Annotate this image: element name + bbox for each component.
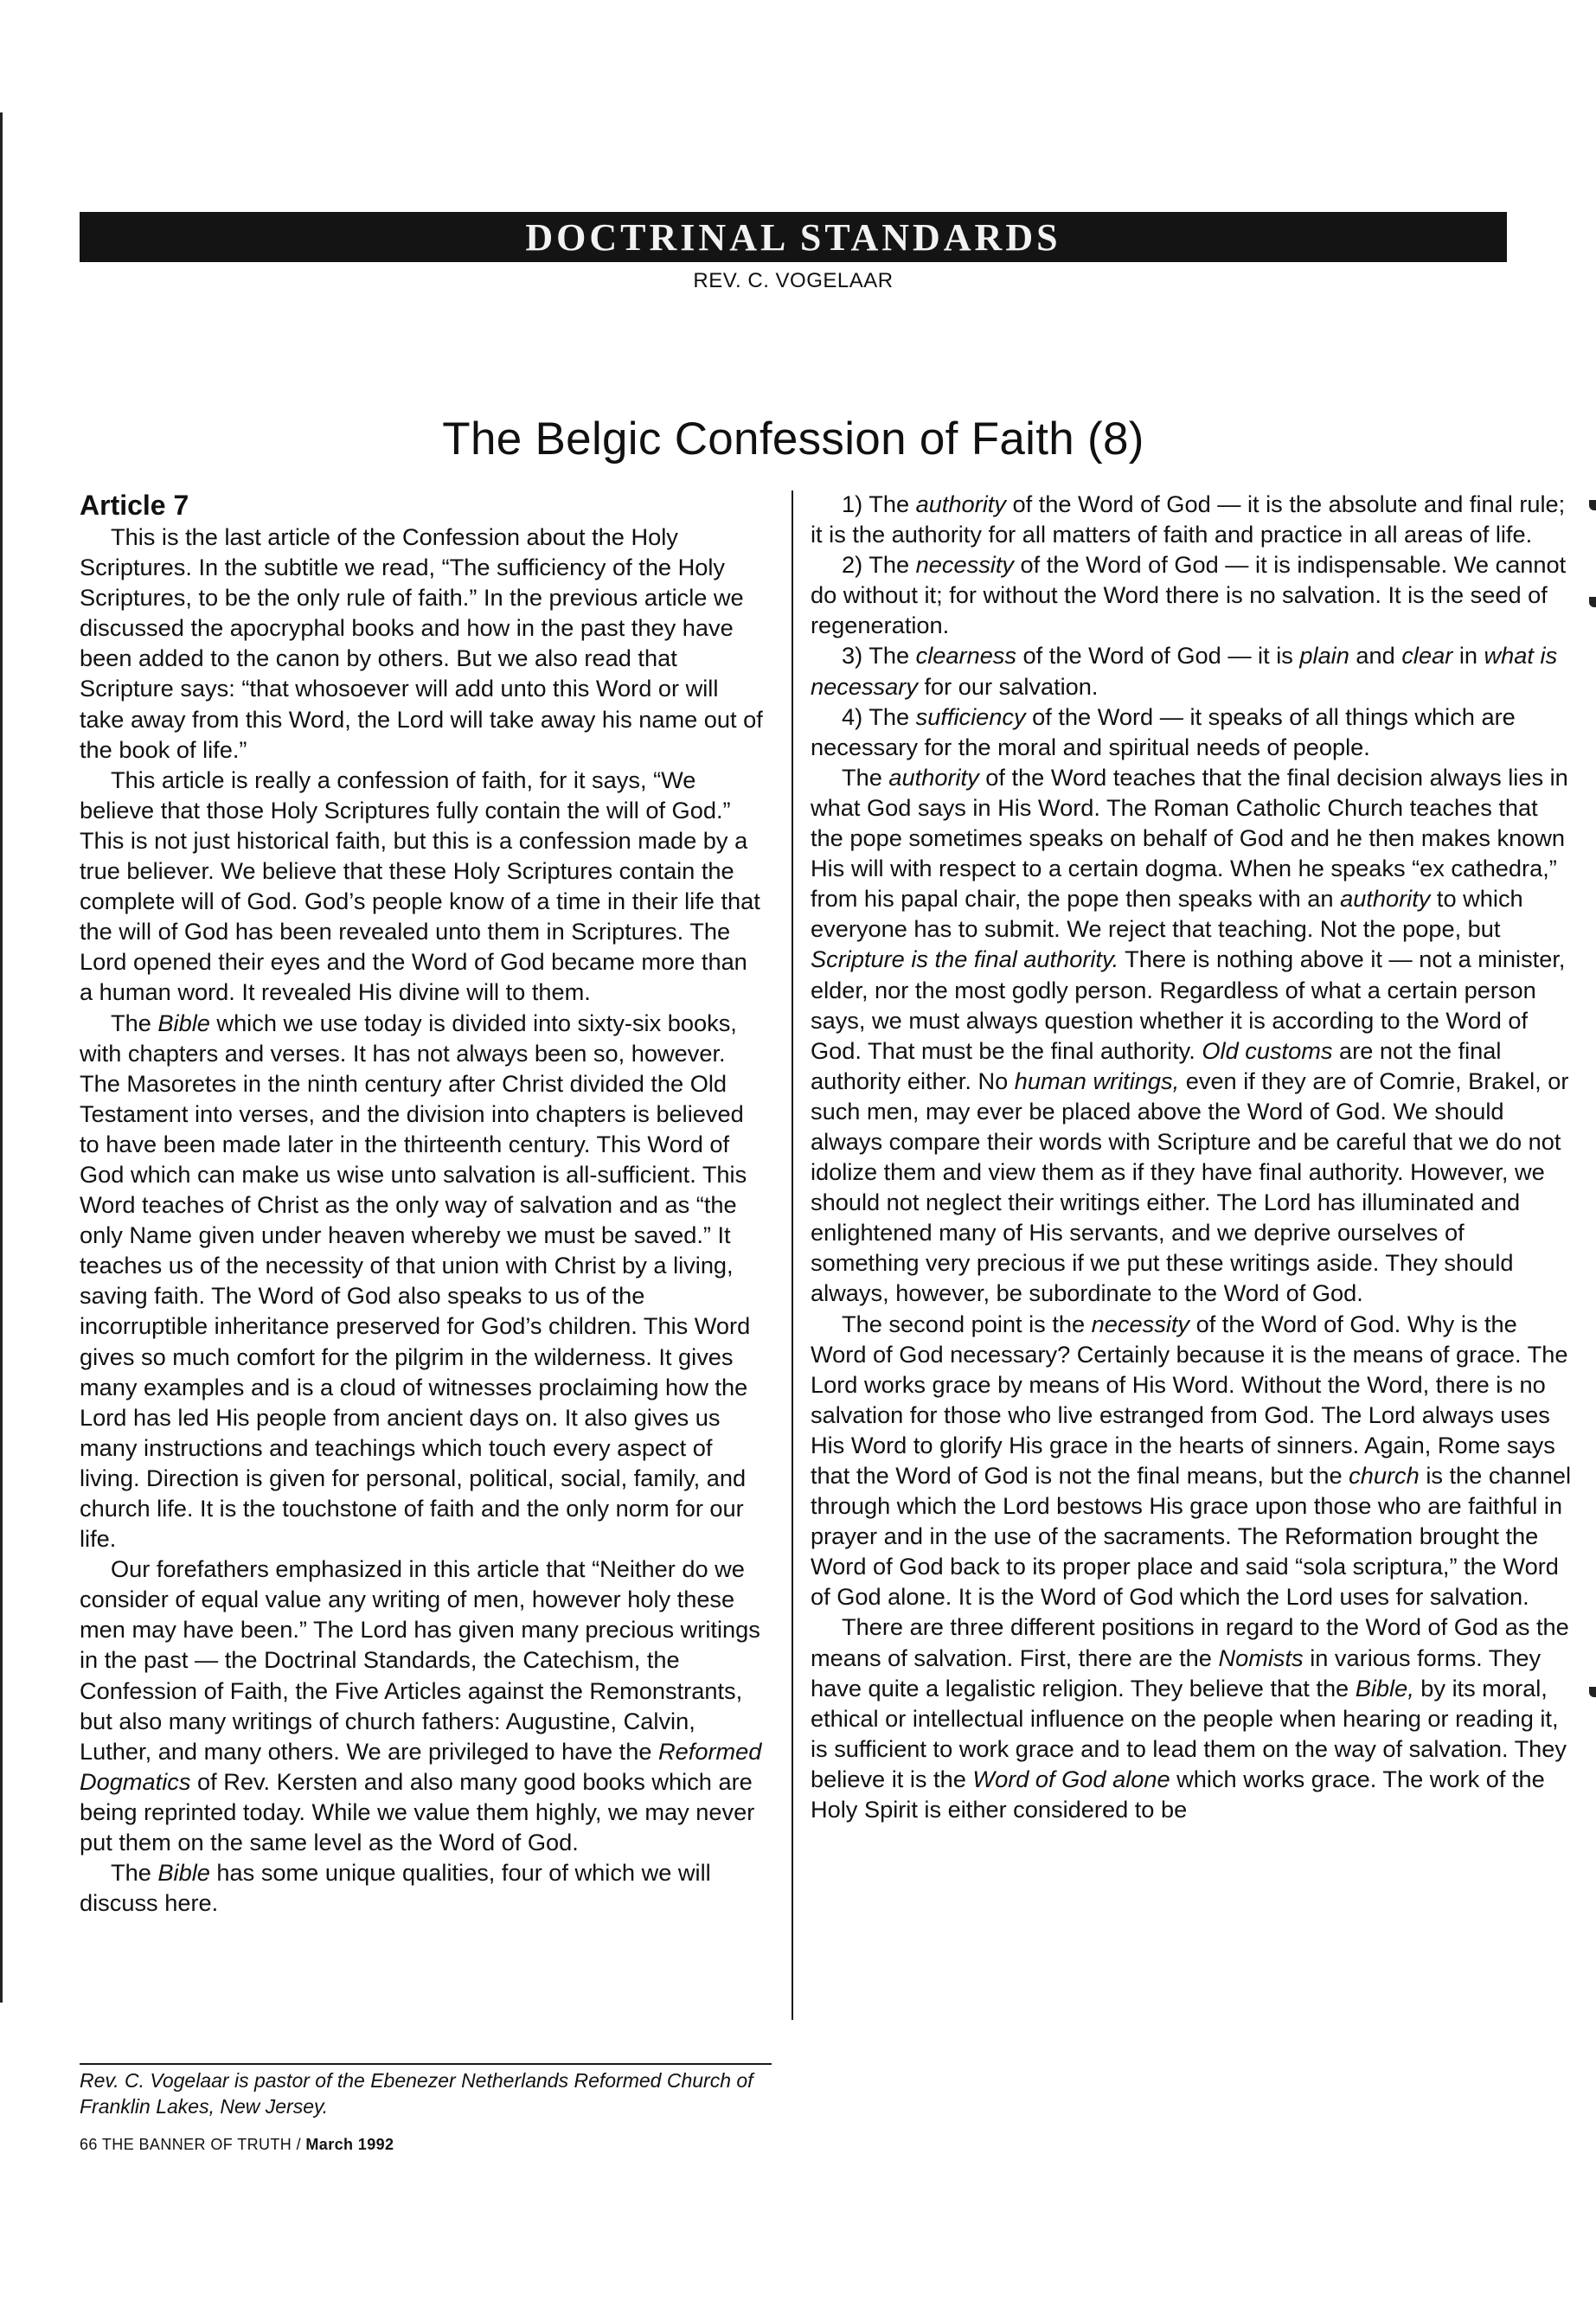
paragraph: This is the last article of the Confession about the Holy Scriptures. In the subtitle we read, “The sufficiency of the Holy Scriptures, to be the only rule of faith.” In the previous article we discussed the apocryphal books and how in the past they have been added to the canon by others. But we also read that Scripture says: “that whosoever will add unto this Word or will take away from this Word, the Lord will take away his name out of the book of life.”: [80, 523, 763, 763]
article-title: The Belgic Confession of Faith (8): [442, 413, 1144, 465]
section-title: DOCTRINAL STANDARDS: [525, 215, 1061, 259]
paragraph: Our forefathers emphasized in this article that “Neither do we consider of equal value any writing of men, however holy these men may have been.” The Lord has given many precious writings in the past — the Doctrinal Standards, the Catechism, the Confession of Faith, the Five Articles against the Remonstrants, but also many writings of church fathers: Augustine, Calvin, Luther, and many others. We are privileged to have the Reformed Dogmatics of Rev. Kersten and also many good books which are being reprinted today. While we value them highly, we may never put them on the same level as the Word of God.: [80, 1555, 762, 1856]
issue-date: March 1992: [305, 2136, 394, 2153]
scan-left-edge: [0, 112, 3, 2003]
page-number: 66: [80, 2136, 98, 2153]
column-divider: [792, 490, 793, 2020]
right-column: [811, 489, 1572, 1824]
article-heading: Article 7: [80, 490, 189, 521]
quality-point: 3) The clearness of the Word of God — it is plain and clear in what is necessary for our salvation.: [811, 642, 1558, 700]
quality-point: 1) The authority of the Word of God — it is the absolute and final rule; it is the authority for all matters of faith and practice in all areas of life.: [811, 490, 1566, 548]
author-byline: REV. C. VOGELAAR: [693, 269, 894, 292]
paragraph: The Bible which we use today is divided into sixty-six books, with chapters and verses. It has not always been so, however. The Masoretes in the ninth century after Christ divided the Old Testament into verses, and the division into chapters is believed to have been made later in the thirteenth century. This Word of God which can make us wise unto salvation is all-sufficient. This Word teaches of Christ as the only way of salvation and as “the only Name given under heaven whereby we must be saved.” It teaches us of the necessity of that union with Christ by a living, saving faith. The Word of God also speaks to us of the incorruptible inheritance preserved for God’s children. This Word gives so much comfort for the pilgrim in the wilderness. It gives many examples and is a cloud of witnesses proclaiming how the Lord has led His people from ancient days on. It also gives us many instructions and teachings which touch every aspect of living. Direction is given for personal, political, social, family, and church life. It is the touchstone of faith and the only norm for our life.: [80, 1009, 751, 1553]
page-folio: [80, 2136, 394, 2154]
publication-name: THE BANNER OF TRUTH /: [101, 2136, 301, 2153]
author-footnote: Rev. C. Vogelaar is pastor of the Ebenezer Netherlands Reformed Church of Franklin Lakes, New Jersey.: [80, 2069, 753, 2118]
footnote-rule: [80, 2063, 772, 2065]
paragraph: There are three different positions in regard to the Word of God as the means of salvation. First, there are the Nomists in various forms. They have quite a legalistic religion. They believe that the Bible, by its moral, ethical or intellectual influence on the people when hearing or reading it, is sufficient to work grace and to lead them on the way of salvation. They believe it is the Word of God alone which works grace. The work of the Holy Spirit is either considered to be: [811, 1613, 1569, 1823]
left-column: [80, 489, 763, 1918]
quality-point: 4) The sufficiency of the Word — it speaks of all things which are necessary for the moral and spiritual needs of people.: [811, 702, 1516, 760]
scan-right-edge-marks: [1579, 0, 1596, 2301]
section-banner: [80, 212, 1507, 262]
quality-point: 2) The necessity of the Word of God — it is indispensable. We cannot do without it; for without the Word there is no salvation. It is the seed of regeneration.: [811, 551, 1567, 639]
paragraph: The second point is the necessity of the Word of God. Why is the Word of God necessary? Certainly because it is the means of grace. The Lord works grace by means of His Word. Without the Word, there is no salvation for those who live estranged from God. The Lord always uses His Word to glorify His grace in the hearts of sinners. Again, Rome says that the Word of God is not the final means, but the church is the channel through which the Lord bestows His grace upon those who are faithful in prayer and in the use of the sacraments. The Reformation brought the Word of God back to its proper place and said “sola scriptura,” the Word of God alone. It is the Word of God which the Lord uses for salvation.: [811, 1310, 1572, 1611]
paragraph: The Bible has some unique qualities, four of which we will discuss here.: [80, 1859, 711, 1917]
magazine-page: [80, 212, 1572, 2153]
paragraph: The authority of the Word teaches that the final decision always lies in what God says in His Word. The Roman Catholic Church teaches that the pope sometimes speaks on behalf of God and he then makes known His will with respect to a certain dogma. When he speaks “ex cathedra,” from his papal chair, the pope then speaks with an authority to which everyone has to submit. We reject that teaching. Not the pope, but Scripture is the final authority. There is nothing above it — not a minister, elder, nor the most godly person. Regardless of what a certain person says, we must always question whether it is according to the Word of God. That must be the final authority. Old customs are not the final authority either. No human writings, even if they are of Comrie, Brakel, or such men, may ever be placed above the Word of God. We should always compare their words with Scripture and be careful that we do not idolize them and view them as if they have final authority. However, we should not neglect their writings either. The Lord has illuminated and enlightened many of His servants, and we deprive ourselves of something very precious if we put these writings aside. They should always, however, be subordinate to the Word of God.: [811, 763, 1569, 1307]
paragraph: This article is really a confession of faith, for it says, “We believe that those Holy Scriptures fully contain the will of God.” This is not just historical faith, but this is a confession made by a true believer. We believe that these Holy Scriptures contain the complete will of God. God’s people know of a time in their life that the will of God has been revealed unto them in Scriptures. The Lord opened their eyes and the Word of God became more than a human word. It revealed His divine will to them.: [80, 766, 760, 1006]
